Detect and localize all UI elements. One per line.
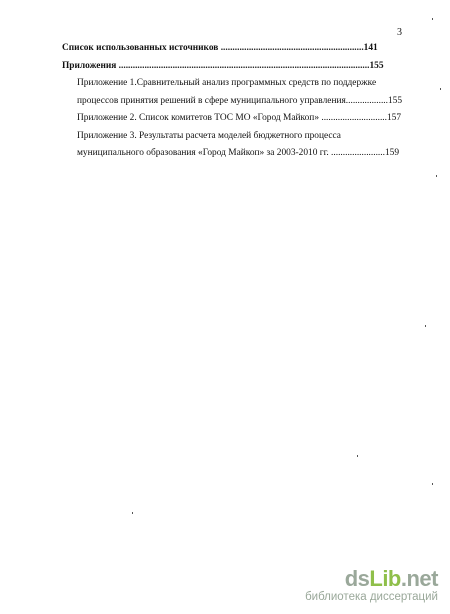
toc-entry-appendix-3-line1: Приложение 3. Результаты расчета моделей бюджетного процесса	[77, 130, 341, 141]
toc-entry-appendix-3-line2: муниципального образования «Город Майкоп» за 2003-2010 гг. .......................159	[77, 148, 400, 158]
scan-speck	[357, 455, 358, 457]
toc-entry-appendices: Приложения ...........................................................................................................155	[62, 60, 384, 71]
scan-speck	[436, 175, 437, 177]
toc-entry-appendix-2: Приложение 2. Список комитетов ТОС МО «Город Майкоп» ............................157	[77, 113, 402, 123]
scan-speck	[440, 88, 441, 90]
scan-speck	[432, 18, 433, 20]
toc-entry-appendix-1-line2: процессов принятия решений в сфере муниципального управления..................155	[77, 95, 403, 106]
toc-entry-sources: Список использованных источников .............................................................141	[62, 43, 378, 53]
page-number: 3	[397, 27, 402, 38]
toc-entry-appendix-1-line1: Приложение 1.Сравнительный анализ программных средств по поддержке	[77, 78, 377, 88]
watermark	[305, 567, 438, 604]
scan-speck	[432, 483, 433, 485]
watermark-subtitle: библиотека диссертаций	[305, 591, 438, 603]
watermark-logo: dsLib.net	[344, 566, 438, 591]
scan-speck	[132, 512, 133, 514]
scan-speck	[425, 325, 426, 327]
table-of-contents	[62, 40, 442, 163]
